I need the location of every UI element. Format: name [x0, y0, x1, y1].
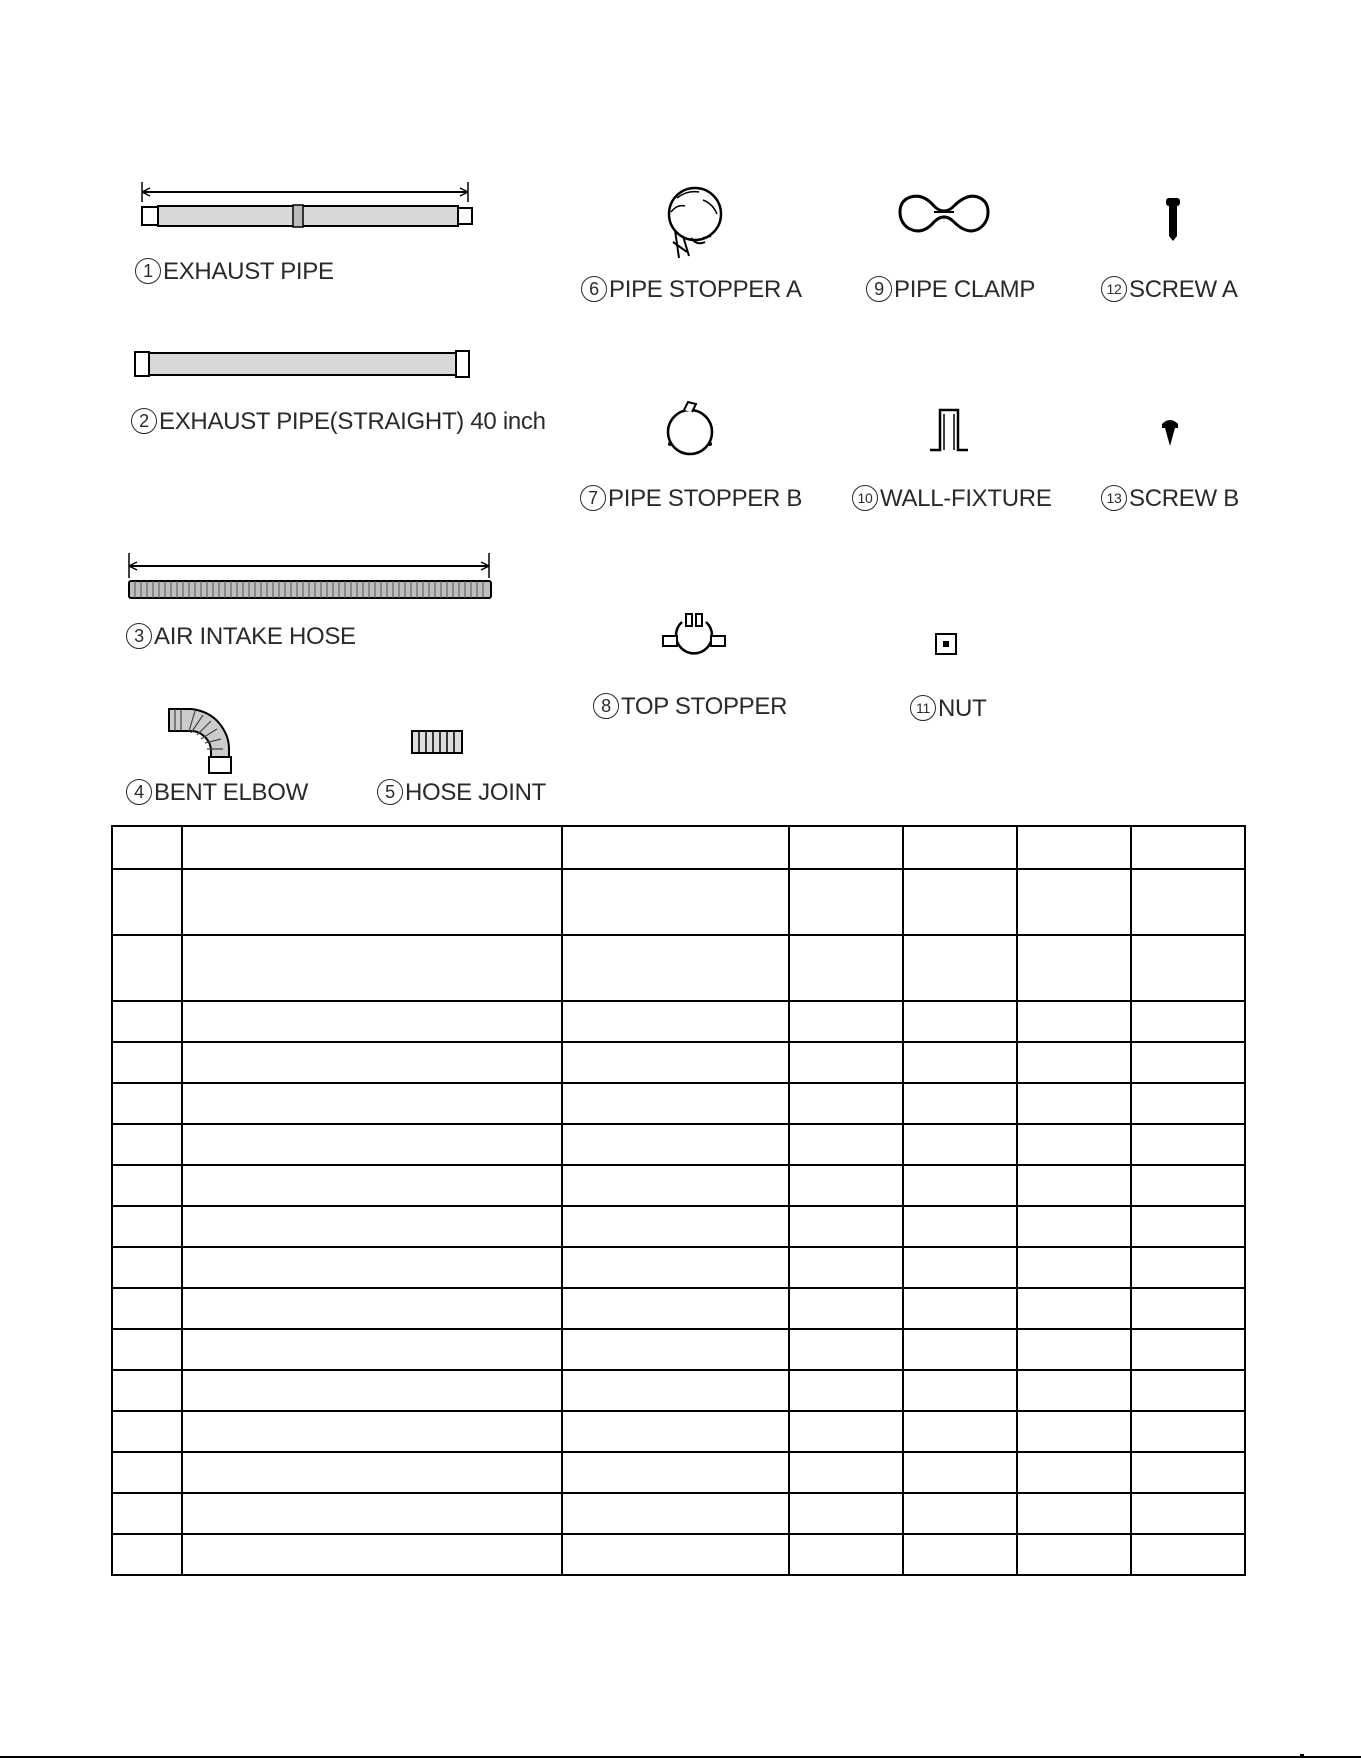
table-cell — [182, 1370, 562, 1411]
part-number-badge: 3 — [126, 623, 152, 649]
table-cell — [903, 1534, 1017, 1575]
table-row — [112, 1329, 1245, 1370]
table-cell — [562, 1452, 789, 1493]
table-cell — [903, 1083, 1017, 1124]
table-cell — [903, 1247, 1017, 1288]
table-cell — [112, 1042, 182, 1083]
table-cell — [562, 1288, 789, 1329]
table-row — [112, 1370, 1245, 1411]
table-cell — [562, 1247, 789, 1288]
table-row — [112, 1001, 1245, 1042]
table-row — [112, 869, 1245, 935]
table-cell — [1017, 1329, 1131, 1370]
table-cell — [182, 1452, 562, 1493]
part-number-badge: 12 — [1101, 276, 1127, 302]
pipe-stopper-a-icon — [663, 186, 728, 261]
table-cell — [112, 1247, 182, 1288]
table-cell — [1131, 1165, 1245, 1206]
part-name: EXHAUST PIPE — [163, 258, 334, 285]
table-cell — [182, 869, 562, 935]
table-cell — [112, 1165, 182, 1206]
table-cell — [562, 1370, 789, 1411]
exhaust-pipe-icon — [135, 180, 495, 235]
table-cell — [112, 1124, 182, 1165]
table-cell — [112, 1288, 182, 1329]
table-cell — [112, 1001, 182, 1042]
table-cell — [1131, 1083, 1245, 1124]
page-corner-mark — [1300, 1754, 1304, 1758]
table-cell — [182, 1083, 562, 1124]
table-row — [112, 1206, 1245, 1247]
table-cell — [789, 1206, 903, 1247]
part-number-badge: 1 — [135, 258, 161, 284]
table-cell — [562, 1042, 789, 1083]
table-cell — [1131, 1370, 1245, 1411]
table-cell — [182, 1206, 562, 1247]
part-name: BENT ELBOW — [154, 779, 308, 806]
table-cell — [1017, 1288, 1131, 1329]
table-cell — [903, 1493, 1017, 1534]
table-cell — [562, 1329, 789, 1370]
table-cell — [903, 869, 1017, 935]
table-cell — [1017, 1452, 1131, 1493]
table-cell — [1131, 1534, 1245, 1575]
table-cell — [562, 1534, 789, 1575]
part-name: NUT — [938, 695, 987, 722]
table-cell — [789, 1288, 903, 1329]
straight-pipe-icon — [133, 347, 483, 381]
parts-table-body — [112, 826, 1245, 1575]
table-cell — [182, 1329, 562, 1370]
table-cell — [1131, 826, 1245, 869]
table-cell — [1017, 1124, 1131, 1165]
table-cell — [182, 1124, 562, 1165]
table-cell — [1131, 1493, 1245, 1534]
table-cell — [112, 1493, 182, 1534]
table-cell — [182, 1001, 562, 1042]
part-name: PIPE STOPPER A — [609, 276, 802, 303]
table-cell — [1131, 1247, 1245, 1288]
part-number-badge: 4 — [126, 779, 152, 805]
table-cell — [1017, 826, 1131, 869]
table-row — [112, 1493, 1245, 1534]
table-cell — [182, 826, 562, 869]
table-row — [112, 1288, 1245, 1329]
table-cell — [182, 1165, 562, 1206]
table-row — [112, 1247, 1245, 1288]
part-name: EXHAUST PIPE(STRAIGHT) 40 inch — [159, 408, 546, 435]
hose-joint-icon — [410, 728, 465, 758]
table-cell — [562, 1411, 789, 1452]
table-cell — [1131, 935, 1245, 1001]
table-cell — [903, 1042, 1017, 1083]
table-cell — [789, 1083, 903, 1124]
table-cell — [789, 935, 903, 1001]
table-row — [112, 1452, 1245, 1493]
table-row — [112, 1124, 1245, 1165]
table-cell — [562, 869, 789, 935]
table-cell — [789, 1001, 903, 1042]
screw-a-icon — [1162, 196, 1184, 242]
part-number-badge: 6 — [581, 276, 607, 302]
table-cell — [1017, 869, 1131, 935]
table-row — [112, 935, 1245, 1001]
table-cell — [1131, 1452, 1245, 1493]
part-number-badge: 8 — [593, 693, 619, 719]
table-cell — [112, 1452, 182, 1493]
table-cell — [903, 1124, 1017, 1165]
table-cell — [1017, 1493, 1131, 1534]
table-cell — [903, 1165, 1017, 1206]
part-name: PIPE CLAMP — [894, 276, 1036, 303]
intake-hose-icon — [125, 548, 495, 603]
table-cell — [182, 1042, 562, 1083]
pipe-stopper-b-icon — [664, 398, 716, 460]
table-cell — [903, 935, 1017, 1001]
page-bottom-rule — [0, 1756, 1361, 1758]
table-row — [112, 1534, 1245, 1575]
nut-icon — [934, 632, 958, 656]
table-cell — [112, 1329, 182, 1370]
table-cell — [1131, 1042, 1245, 1083]
table-cell — [112, 1411, 182, 1452]
table-cell — [1017, 935, 1131, 1001]
part-number-badge: 7 — [580, 485, 606, 511]
table-cell — [182, 1411, 562, 1452]
part-name: TOP STOPPER — [621, 693, 788, 720]
table-cell — [562, 1001, 789, 1042]
table-cell — [112, 1370, 182, 1411]
table-cell — [182, 1493, 562, 1534]
wall-fixture-icon — [928, 404, 978, 454]
table-header-row — [112, 826, 1245, 869]
parts-table — [111, 825, 1246, 1576]
table-cell — [1017, 1534, 1131, 1575]
table-cell — [1131, 1329, 1245, 1370]
table-cell — [1131, 1001, 1245, 1042]
table-cell — [182, 1247, 562, 1288]
table-cell — [562, 935, 789, 1001]
pipe-clamp-icon — [898, 190, 990, 245]
table-cell — [182, 1534, 562, 1575]
table-cell — [789, 1370, 903, 1411]
table-cell — [112, 869, 182, 935]
part-number-badge: 2 — [131, 408, 157, 434]
part-number-badge: 13 — [1101, 485, 1127, 511]
table-cell — [789, 1493, 903, 1534]
table-cell — [1131, 1206, 1245, 1247]
table-cell — [562, 1206, 789, 1247]
table-cell — [903, 1288, 1017, 1329]
table-cell — [1131, 1411, 1245, 1452]
table-cell — [1131, 869, 1245, 935]
table-cell — [1017, 1001, 1131, 1042]
table-cell — [112, 1083, 182, 1124]
table-cell — [903, 1411, 1017, 1452]
table-cell — [1017, 1411, 1131, 1452]
bent-elbow-icon — [165, 705, 240, 775]
table-cell — [112, 935, 182, 1001]
table-cell — [562, 1083, 789, 1124]
top-stopper-icon — [660, 612, 730, 667]
table-cell — [562, 1124, 789, 1165]
table-cell — [903, 826, 1017, 869]
part-name: SCREW B — [1129, 485, 1239, 512]
table-cell — [789, 1329, 903, 1370]
table-row — [112, 1083, 1245, 1124]
table-cell — [1017, 1042, 1131, 1083]
part-number-badge: 5 — [377, 779, 403, 805]
table-cell — [112, 1206, 182, 1247]
table-cell — [903, 1206, 1017, 1247]
table-cell — [1017, 1206, 1131, 1247]
table-cell — [562, 1165, 789, 1206]
table-cell — [1131, 1124, 1245, 1165]
table-cell — [112, 1534, 182, 1575]
table-cell — [1131, 1288, 1245, 1329]
table-cell — [789, 1411, 903, 1452]
table-cell — [903, 1370, 1017, 1411]
table-cell — [903, 1001, 1017, 1042]
table-cell — [789, 1247, 903, 1288]
table-row — [112, 1165, 1245, 1206]
table-cell — [789, 869, 903, 935]
table-cell — [112, 826, 182, 869]
table-cell — [182, 1288, 562, 1329]
table-cell — [903, 1329, 1017, 1370]
part-number-badge: 11 — [910, 695, 936, 721]
table-cell — [1017, 1165, 1131, 1206]
part-name: WALL-FIXTURE — [880, 485, 1052, 512]
table-cell — [562, 1493, 789, 1534]
part-name: AIR INTAKE HOSE — [154, 623, 356, 650]
table-cell — [182, 935, 562, 1001]
table-cell — [789, 1534, 903, 1575]
table-cell — [1017, 1083, 1131, 1124]
table-cell — [789, 1042, 903, 1083]
part-name: PIPE STOPPER B — [608, 485, 803, 512]
table-cell — [789, 1124, 903, 1165]
part-name: SCREW A — [1129, 276, 1238, 303]
table-cell — [562, 826, 789, 869]
screw-b-icon — [1159, 418, 1181, 450]
part-number-badge: 10 — [852, 485, 878, 511]
table-row — [112, 1042, 1245, 1083]
table-cell — [1017, 1247, 1131, 1288]
table-cell — [789, 826, 903, 869]
table-cell — [789, 1452, 903, 1493]
table-cell — [789, 1165, 903, 1206]
table-cell — [1017, 1370, 1131, 1411]
part-name: HOSE JOINT — [405, 779, 547, 806]
table-cell — [903, 1452, 1017, 1493]
part-number-badge: 9 — [866, 276, 892, 302]
table-row — [112, 1411, 1245, 1452]
